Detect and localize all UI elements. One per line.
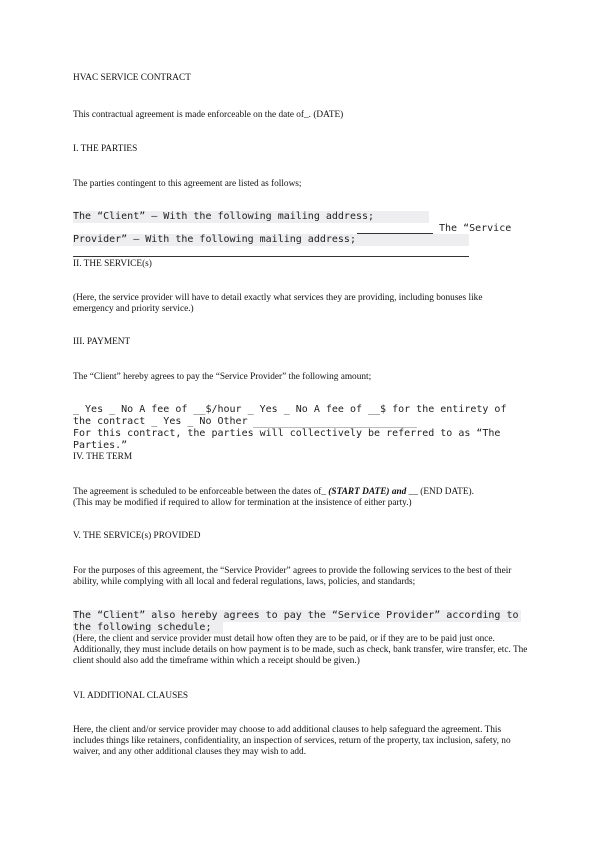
term-start-text: The agreement is scheduled to be enforceable between the dates of_ [73,487,326,497]
section-heading-payment: III. PAYMENT [73,337,131,347]
schedule-line-1: The “Client” also hereby agrees to pay the “Service Provider” according to [73,610,521,622]
section-heading-services-provided: V. THE SERVICE(s) PROVIDED [73,531,201,541]
section-heading-additional-clauses: VI. ADDITIONAL CLAUSES [73,691,189,701]
section-heading-parties: I. THE PARTIES [73,144,138,154]
term-end-text: __ (END DATE). [408,487,474,497]
intro-paragraph: This contractual agreement is made enforceable on the date of_. (DATE) [73,110,344,120]
document-title: HVAC SERVICE CONTRACT [73,73,191,83]
additional-clauses-paragraph: Here, the client and/or service provider may choose to add additional clauses to help safeguard the agreement. This includes things like retainers, confidentiality, an inspection of services, return of the property, tax inclusion, safety, no waiver, and any other additional clauses they may wish to add. [73,725,511,757]
services-description: (Here, the service provider will have to detail exactly what services they are providing, including bonuses like emergency and priority service.) [73,293,483,314]
services-provided-paragraph: For the purposes of this agreement, the “Service Provider” agrees to provide the following services to the best of their ability, while complying with all local and federal regulations, laws, policies, and standards; [73,566,512,587]
parties-intro: The parties contingent to this agreement are listed as follows; [73,179,302,189]
parties-definition-line-2: Parties.” [73,440,128,451]
payment-intro: The “Client” hereby agrees to pay the “Service Provider” the following amount; [73,372,372,382]
term-start-date-label: (START DATE) and [328,487,407,497]
term-modification-note: (This may be modified if required to allow for termination at the insistence of either party.) [73,498,412,508]
parties-definition-line-1: For this contract, the parties will collectively be referred to as “The [73,428,501,439]
service-provider-label-a: The “Service [439,223,512,234]
payment-options-line-1: _ Yes _ No A fee of __$/hour _ Yes _ No A fee of __$ for the entirety of [73,404,507,415]
term-paragraph [73,487,474,498]
service-provider-label-b: Provider” – With the following mailing address; [73,234,469,246]
schedule-line-2: the following schedule; [73,622,223,634]
client-address-line: The “Client” – With the following mailing address; [73,211,429,223]
schedule-note: (Here, the client and service provider must detail how often they are to be paid, or if they are to be paid just once. Additionally, they must include details on how payment is to be made, such as check, bank transfer, wire transfer, etc. The client should also add the timeframe within which a receipt should be given.) [73,634,528,666]
payment-options-line-2: the contract _ Yes _ No Other [73,416,248,427]
section-heading-term: IV. THE TERM [73,452,133,462]
section-heading-services: II. THE SERVICE(s) [73,259,152,269]
service-provider-address-blank [73,256,469,257]
